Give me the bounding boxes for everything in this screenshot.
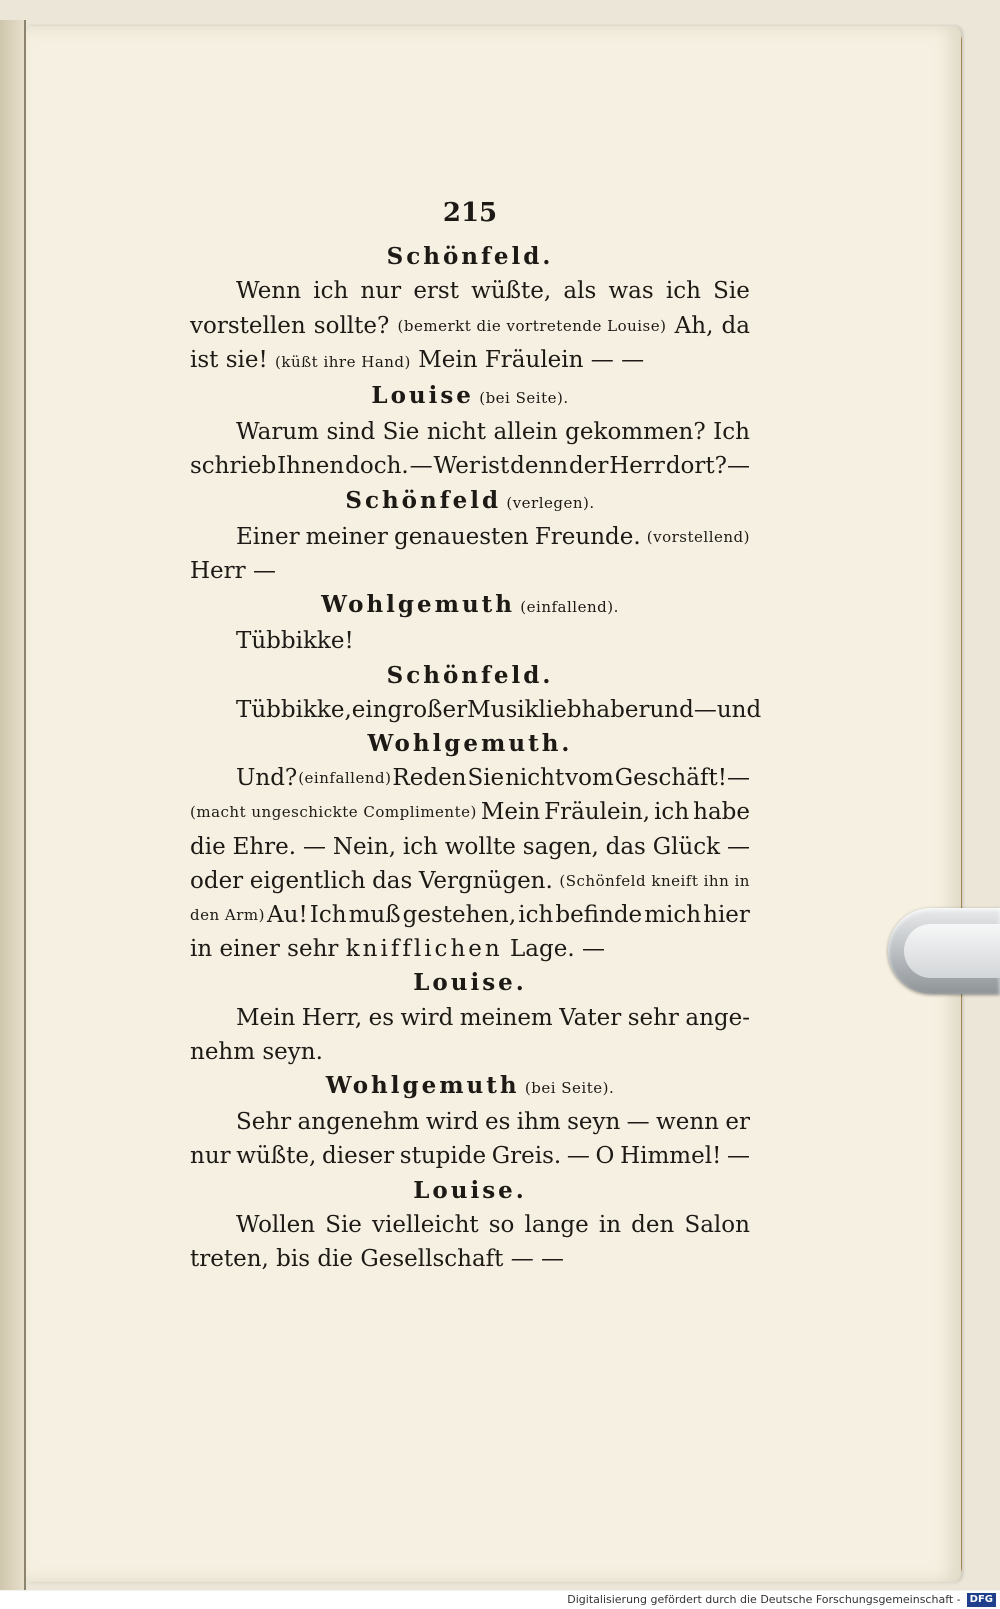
word: Ehre. [232,833,297,860]
word: das [372,867,413,894]
word: Himmel! [620,1143,722,1170]
text-line [190,932,750,966]
word: Ich [713,419,750,446]
speaker-label: Wohlgemuth [325,1072,520,1100]
stage-direction: (verlegen). [501,493,595,512]
word: Vergnügen. [418,867,553,894]
word: habe [693,799,750,826]
word: — [302,833,326,860]
word: Wenn [236,278,302,305]
word: so [488,1211,515,1238]
word: es [484,1109,511,1136]
text-line [190,274,750,308]
word: wenn [656,1109,719,1136]
text-span: Mein Fräulein — — [410,346,645,373]
word: Sehr [236,1109,292,1136]
word: Und? [236,765,298,792]
word: dort?— [665,453,750,480]
word: und [716,696,762,723]
stage-direction: (macht ungeschickte Complimente) [190,803,477,822]
word: wüßte, [236,1143,317,1170]
text-line [190,693,762,727]
word: wird [400,1004,454,1031]
word: sind [326,419,376,446]
word: ich [665,278,701,305]
word: — [566,1143,590,1170]
speaker-label: Schönfeld. [386,243,554,271]
speaker-name [190,588,750,624]
word: Sie [713,278,750,305]
previous-page-edge [0,20,26,1590]
word: Warum [236,419,319,446]
word: Glück [652,833,721,860]
word: wüßte, [471,278,552,305]
word: Nein, [332,833,397,860]
text-line [190,1242,750,1276]
word: Fräulein, [544,799,651,826]
stage-direction: den Arm) [190,906,265,925]
word: Herr, [301,1004,363,1031]
text-line [190,761,750,795]
speaker-label: Louise [371,382,474,410]
word: vielleicht [372,1211,479,1238]
speaker-label: Schönfeld. [386,661,554,689]
word: erst [413,278,459,305]
word: befinde [555,902,643,929]
text-line [190,554,750,588]
emphasized-word: knifflichen [345,936,503,963]
word: allein [493,419,558,446]
text-line [190,520,750,554]
text-span: Herr — [190,558,276,585]
word: ange- [685,1004,750,1031]
text-line [190,624,750,658]
text-span: ist sie! [190,346,276,373]
word: Ihnen [277,453,345,480]
page-clip-highlight [904,924,1000,978]
word: ihm [516,1109,561,1136]
word: Freunde. [534,523,641,550]
word: Sie [467,765,505,792]
speaker-name [190,659,750,693]
word: die [190,833,226,860]
word: — [626,1109,650,1136]
word: ich [518,902,554,929]
page-number: 215 [442,198,498,228]
word: was [608,278,654,305]
text-span: Lage. — [502,936,605,963]
word: angenehm [297,1109,420,1136]
text-line [190,1001,750,1035]
word: Salon [684,1211,750,1238]
word: Mein [236,1004,296,1031]
speaker-name [190,1069,750,1105]
word: gestehen, [402,902,517,929]
word: hier [703,902,750,929]
speaker-name [190,727,750,761]
text-line [190,830,750,864]
word: als [563,278,597,305]
text-span: nehm seyn. [190,1038,323,1065]
word: Mein [480,799,541,826]
text-span: in einer sehr [190,936,346,963]
word: Vater [559,1004,622,1031]
word: ich [654,799,690,826]
word: er [725,1109,750,1136]
word: Ich [309,902,347,929]
text-line [190,1139,750,1173]
word: nur [190,1143,231,1170]
speaker-name [190,379,750,415]
text-line [190,1035,750,1069]
word: Greis. [491,1143,562,1170]
word: Wollen [236,1211,316,1238]
word: Herr [609,453,665,480]
word: doch. [345,453,409,480]
text-line [190,415,750,449]
word: O [595,1143,615,1170]
word: Ah, [674,312,714,339]
word: meiner [305,523,388,550]
word: Reden [392,765,467,792]
word: in [598,1211,622,1238]
word: wollte [444,833,516,860]
stage-direction: (einfallend). [515,598,619,617]
stage-direction: (bei Seite). [473,389,569,408]
word: — [409,453,433,480]
word: meinem [459,1004,553,1031]
word: eigentlich [249,867,366,894]
word: lange [524,1211,589,1238]
word: genauesten [393,523,529,550]
word: nicht [426,419,486,446]
word: ist [480,453,510,480]
word: ich [402,833,438,860]
word: — [726,833,750,860]
word: nicht [505,765,565,792]
stage-direction: (einfallend) [298,769,392,788]
text-span: treten, bis die Gesellschaft — — [190,1246,565,1273]
speaker-label: Schönfeld [345,486,502,514]
word: Sie [325,1211,362,1238]
word: das [605,833,646,860]
stage-direction: (bei Seite). [519,1079,615,1098]
text-line [190,898,750,932]
speaker-name [190,966,750,1000]
word: vom [565,765,614,792]
word: Einer [236,523,300,550]
word: Musikliebhaber [467,696,650,723]
word: — [726,1143,750,1170]
text-line [190,343,750,379]
word: gekommen? [565,419,706,446]
text-line [190,309,750,343]
word: dieser [322,1143,395,1170]
page-text [190,196,762,1276]
speaker-name [190,484,750,520]
speaker-label: Wohlgemuth [321,591,516,619]
word: stupide [399,1143,487,1170]
speaker-label: Louise. [413,1176,527,1204]
text-line [190,1105,750,1139]
digitization-footer [0,1591,1000,1609]
word: großer [387,696,468,723]
word: da [721,312,750,339]
word: nur [360,278,402,305]
word: mich [644,902,702,929]
text-line [190,449,750,483]
text-line [190,795,750,829]
stage-direction: (küßt ihre Hand) [275,352,411,371]
text-line [190,1208,750,1242]
stage-direction: (bemerkt die vortretende Louise) [397,316,667,335]
word: Geschäft!— [614,765,750,792]
word: oder [190,867,244,894]
word: es [368,1004,395,1031]
text-lines [190,240,762,1276]
stage-direction: (vorstellend) [646,527,750,546]
word: sollte? [313,312,390,339]
text-line [190,864,750,898]
dfg-logo-icon: DFG [967,1593,996,1607]
footer-credit: Digitalisierung gefördert durch die Deutsche Forschungsgemeinschaft - [567,1593,961,1606]
stage-direction: (Schönfeld kneift ihn in [559,871,750,890]
speaker-name [190,240,750,274]
word: sagen, [522,833,599,860]
word: schrieb [190,453,277,480]
word: vorstellen [190,312,306,339]
word: denn [510,453,569,480]
word: wird [425,1109,479,1136]
word: seyn [567,1109,621,1136]
word: — [693,696,717,723]
word: ein [351,696,388,723]
word: und [649,696,694,723]
word: muß [348,902,401,929]
word: den [631,1211,675,1238]
word: Au! [267,902,308,929]
speaker-label: Wohlgemuth. [367,730,573,758]
word: Wer [433,453,480,480]
word: sehr [627,1004,679,1031]
word: der [569,453,609,480]
word: ich [313,278,349,305]
speaker-name [190,1174,750,1208]
speaker-label: Louise. [413,969,527,997]
word: Sie [382,419,420,446]
text-span: Tübbikke! [236,628,354,655]
word: Tübbikke, [236,696,352,723]
